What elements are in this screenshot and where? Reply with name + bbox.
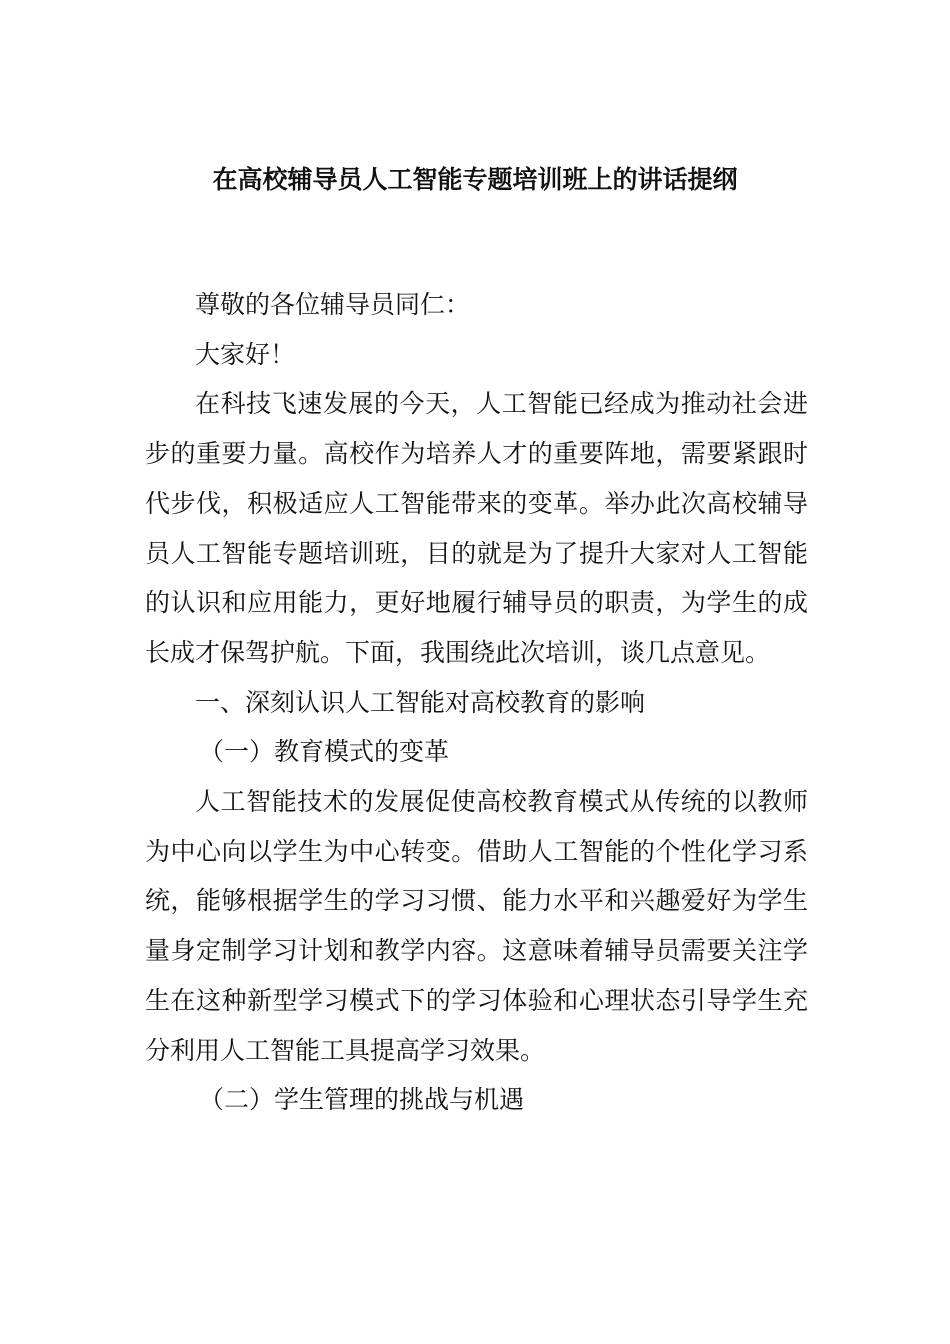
greeting-paragraph: 大家好！ (195, 339, 296, 369)
subsection-heading: （二）学生管理的挑战与机遇 (199, 1085, 525, 1115)
section-heading: 一、深刻认识人工智能对高校教育的影响 (195, 687, 646, 717)
body-paragraph: 人工智能技术的发展促使高校教育模式从传统的以教师为中心向以学生为中心转变。借助人工智能的个性化学习系统，能够根据学生的学习习惯、能力水平和兴趣爱好为学生量身定制学习计划和教学内容。这意味着辅导员需要关注学生在这种新型学习模式下的学习体验和心理状态引导学生充分利用人工智能工具提高学习效果。 (145, 787, 808, 1065)
intro-paragraph: 在科技飞速发展的今天，人工智能已经成为推动社会进步的重要力量。高校作为培养人才的重要阵地，需要紧跟时代步伐，积极适应人工智能带来的变革。举办此次高校辅导员人工智能专题培训班，目的就是为了提升大家对人工智能的认识和应用能力，更好地履行辅导员的职责，为学生的成长成才保驾护航。下面，我围绕此次培训，谈几点意见。 (145, 389, 808, 667)
salutation-paragraph: 尊敬的各位辅导员同仁： (195, 290, 471, 319)
document-title: 在高校辅导员人工智能专题培训班上的讲话提纲 (212, 165, 738, 194)
subsection-heading: （一）教育模式的变革 (199, 737, 450, 767)
document-body (145, 280, 808, 1125)
